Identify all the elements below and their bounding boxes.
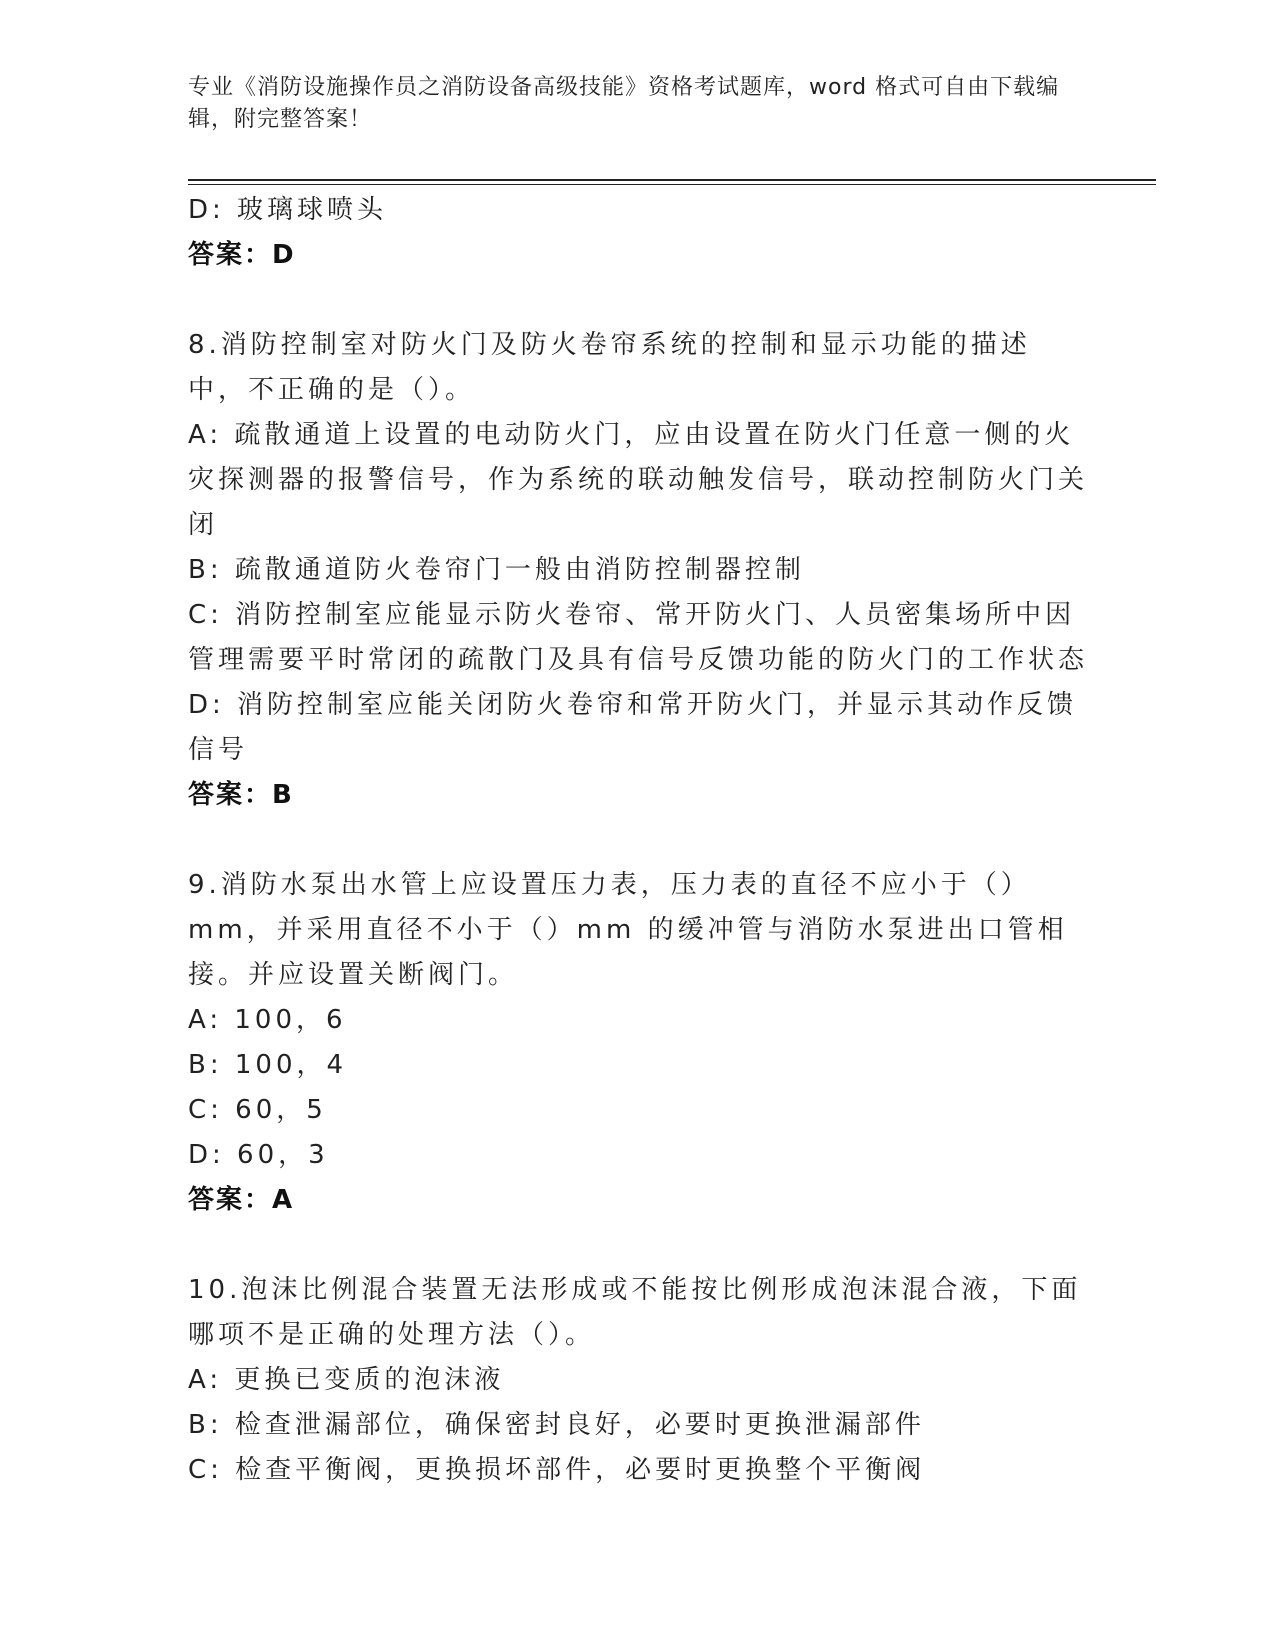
option-d: D: 消防控制室应能关闭防火卷帘和常开防火门，并显示其动作反馈信号 (188, 690, 1078, 765)
question-list (188, 188, 1088, 1493)
option-b: B: 100，4 (188, 1050, 348, 1080)
header-rule-thin (188, 184, 1156, 185)
option-d: D: 60，3 (188, 1140, 329, 1170)
question-8 (188, 323, 1088, 818)
question-stem: 9.消防水泵出水管上应设置压力表，压力表的直径不应小于（）mm，并采用直径不小于（）mm 的缓冲管与消防水泵进出口管相接。并应设置关断阀门。 (188, 870, 1068, 990)
option-c: C: 消防控制室应能显示防火卷帘、常开防火门、人员密集场所中因管理需要平时常闭的疏散门及具有信号反馈功能的防火门的工作状态 (188, 600, 1089, 675)
option-c: C: 检查平衡阀，更换损坏部件，必要时更换整个平衡阀 (188, 1455, 926, 1485)
option-b: B: 疏散通道防火卷帘门一般由消防控制器控制 (188, 555, 805, 585)
option-c: C: 60，5 (188, 1095, 327, 1125)
question-stem: 10.泡沫比例混合装置无法形成或不能按比例形成泡沫混合液，下面哪项不是正确的处理方法（）。 (188, 1275, 1082, 1350)
question-9 (188, 863, 1088, 1223)
page-header: 专业《消防设施操作员之消防设备高级技能》资格考试题库，word 格式可自由下载编辑，附完整答案！ (188, 75, 1060, 132)
option-b: B: 检查泄漏部位，确保密封良好，必要时更换泄漏部件 (188, 1410, 925, 1440)
question-7-tail (188, 188, 1088, 278)
header-rule-thick (188, 179, 1156, 181)
option-a: A: 疏散通道上设置的电动防火门，应由设置在防火门任意一侧的火灾探测器的报警信号，作为系统的联动触发信号，联动控制防火门关闭 (188, 420, 1089, 540)
answer: 答案：B (188, 780, 294, 810)
option-a: A: 100，6 (188, 1005, 347, 1035)
answer: 答案：D (188, 240, 296, 270)
option-d: D: 玻璃球喷头 (188, 195, 388, 225)
option-a: A: 更换已变质的泡沫液 (188, 1365, 505, 1395)
question-stem: 8.消防控制室对防火门及防火卷帘系统的控制和显示功能的描述中，不正确的是（）。 (188, 330, 1031, 405)
answer: 答案：A (188, 1185, 295, 1215)
spacer (188, 1223, 1088, 1268)
spacer (188, 278, 1088, 323)
question-10 (188, 1268, 1088, 1493)
spacer (188, 818, 1088, 863)
